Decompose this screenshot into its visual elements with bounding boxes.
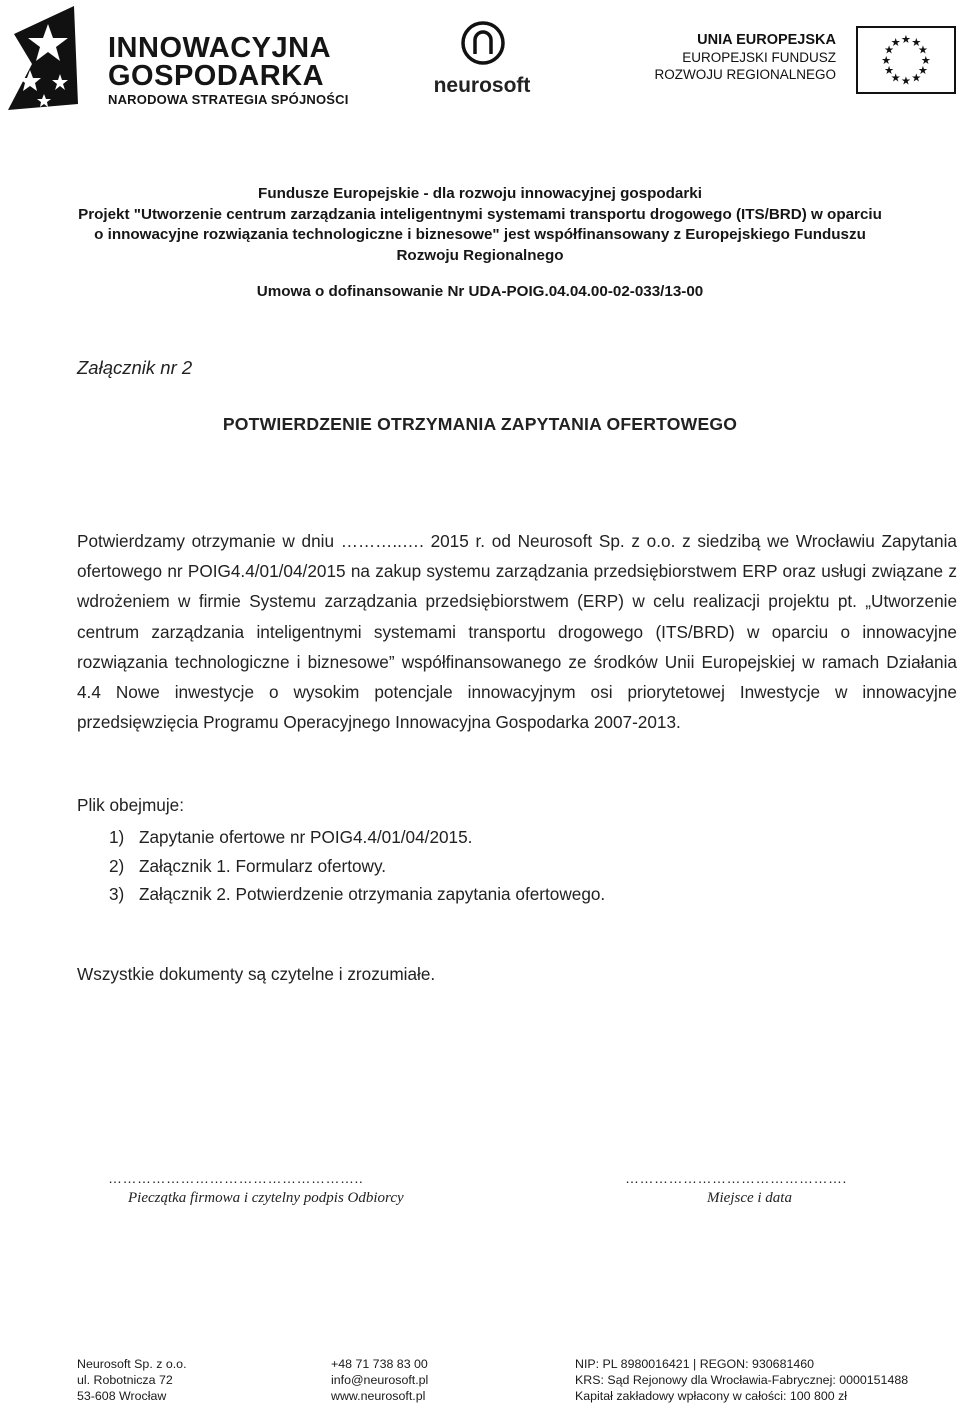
list-text: Zapytanie ofertowe nr POIG4.4/01/04/2015. [139,827,473,847]
svg-text:★: ★ [917,43,929,57]
place-date-line: ………………………………………. [625,1170,847,1186]
annex-label: Załącznik nr 2 [77,357,193,378]
eu-logo [654,26,956,96]
list-number: 1) [109,827,125,847]
svg-text:★: ★ [911,71,922,85]
list-text: Załącznik 2. Potwierdzenie otrzymania zapytania ofertowego. [139,884,606,904]
ig-logo-line1: INNOWACYJNA [108,32,332,64]
list-text: Załącznik 1. Formularz ofertowy. [139,855,387,876]
project-line: Fundusze Europejskie - dla rozwoju innowacyjnej gospodarki [258,185,702,202]
svg-text:★: ★ [883,43,895,57]
footer-line: NIP: PL 8980016421 | REGON: 930681460 [575,1357,815,1371]
list-item [77,852,605,881]
project-line: Projekt "Utworzenie centrum zarządzania inteligentnymi systemami transportu drogowego (ITS/BRD) w oparciu [78,205,882,223]
footer-contact [331,1356,428,1404]
file-list [77,823,605,909]
ig-star-icon [4,4,80,112]
footer-address [77,1356,187,1404]
signature-line: …………………………………………….. [108,1170,364,1186]
ig-logo-line3: NARODOWA STRATEGIA SPÓJNOŚCI [108,92,349,107]
footer-line: ul. Robotnicza 72 [77,1373,173,1387]
svg-text:★: ★ [890,71,901,85]
neurosoft-wordmark: neurosoft [433,74,531,97]
footer-registration [575,1356,908,1404]
neurosoft-n-icon [460,20,506,66]
svg-text:★: ★ [883,64,895,78]
signature-label: Pieczątka firmowa i czytelny podpis Odbiorcy [128,1190,404,1206]
footer-phone: +48 71 738 83 00 [331,1357,428,1371]
project-line: o innowacyjne rozwiązania technologiczne i biznesowe" jest współfinansowany z Europejskiego Funduszu [94,226,866,243]
footer-website: www.neurosoft.pl [331,1389,426,1403]
footer-email: info@neurosoft.pl [331,1373,429,1387]
svg-text:★: ★ [900,74,912,88]
footer-line: KRS: Sąd Rejonowy dla Wrocławia-Fabrycznej: 0000151488 [575,1373,909,1387]
svg-text:★: ★ [911,35,922,49]
footer-line: Kapitał zakładowy wpłacony w całości: 100 800 zł [575,1389,848,1403]
svg-text:★: ★ [881,53,892,67]
eu-logo-line3: ROZWOJU REGIONALNEGO [654,67,836,82]
eu-flag-icon [856,26,956,94]
list-number: 3) [109,884,125,904]
svg-text:★: ★ [900,33,912,47]
neurosoft-logo [430,20,534,102]
eu-logo-line1: UNIA EUROPEJSKA [697,32,836,48]
list-number: 2) [109,855,125,876]
project-info [40,184,920,266]
list-item [77,823,605,852]
place-date-label: Miejsce i data [707,1190,792,1206]
document-title: POTWIERDZENIE OTRZYMANIA ZAPYTANIA OFERTOWEGO [222,414,738,434]
eu-logo-line2: EUROPEJSKI FUNDUSZ [682,50,836,65]
svg-text:★: ★ [920,53,931,67]
svg-text:★: ★ [917,64,929,78]
footer-line: Neurosoft Sp. z o.o. [77,1357,187,1371]
confirmation-paragraph: Potwierdzamy otrzymanie w dniu ………..…. 2015 r. od Neurosoft Sp. z o.o. z siedzibą we Wrocławiu Zapytania ofertowego nr POIG4.4/01/04/2015 na zakup systemu zarządzania przedsiębiorstwem ERP oraz usługi związane z wdrożeniem w firmie Systemu zarządzania przedsiębiorstwem (ERP) w celu realizacji projektu pt. „Utworzenie centrum zarządzania inteligentnymi systemami transportu drogowego (ITS/BRD) w oparciu o innowacyjne rozwiązania technologiczne i biznesowe” współfinansowanego ze środków Unii Europejskiej w ramach Działania 4.4 Nowe inwestycje o wysokim potencjale innowacyjnym osi priorytetowej Inwestycje w innowacyjne przedsięwzięcia Programu Operacyjnego Innowacyjna Gospodarka 2007-2013. [77,531,957,733]
files-label: Plik obejmuje: [77,795,184,815]
statement: Wszystkie dokumenty są czytelne i zrozumiałe. [77,964,436,984]
ig-logo-line2: GOSPODARKA [108,60,325,92]
innowacyjna-gospodarka-logo [4,4,349,112]
contract-number: Umowa o dofinansowanie Nr UDA-POIG.04.04.00-02-033/13-00 [256,283,704,300]
list-item [77,880,605,909]
svg-text:★: ★ [890,35,901,49]
footer-line: 53-608 Wrocław [77,1389,167,1403]
project-line: Rozwoju Regionalnego [396,246,564,264]
